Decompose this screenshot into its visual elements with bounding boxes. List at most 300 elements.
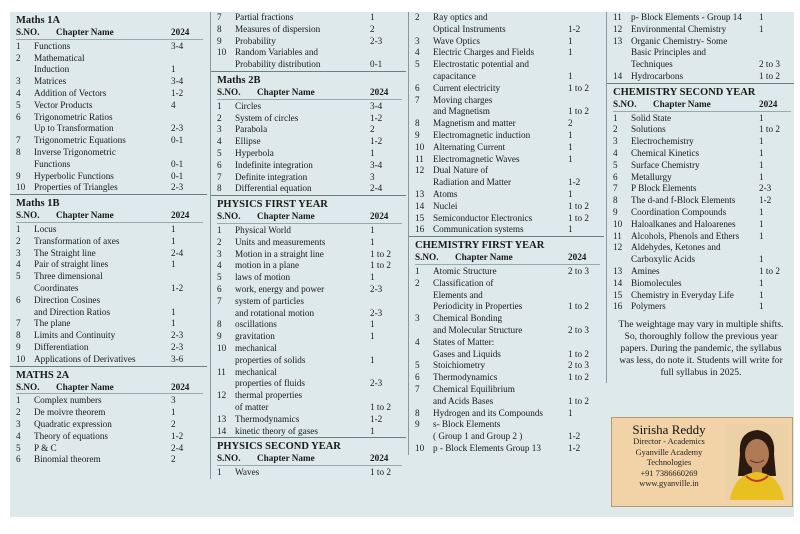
table-row: [415, 213, 600, 225]
table-row: [415, 419, 600, 443]
row-weightage: 1-2: [171, 430, 184, 441]
row-chapter-name: oscillations: [235, 319, 277, 330]
table-row: [415, 384, 600, 408]
row-chapter-name: Chemical Kinetics: [631, 147, 700, 158]
row-sno: 8: [415, 407, 420, 418]
table-row: [415, 165, 600, 189]
row-weightage: 2-3: [370, 307, 383, 318]
row-sno: 4: [16, 430, 21, 441]
row-weightage: 3-4: [370, 100, 383, 111]
contact-name: Sirisha Reddy: [632, 422, 706, 437]
row-chapter-name: Nuclei: [433, 200, 458, 211]
table-row: [613, 278, 791, 290]
row-weightage: 1: [568, 141, 573, 152]
row-chapter-name: Limits and Continuity: [34, 330, 116, 341]
row-weightage: 1 to 2: [370, 467, 391, 478]
row-weightage: 1: [568, 188, 573, 199]
contact-website: www.gyanville.in: [639, 479, 699, 488]
table-row: [415, 142, 600, 154]
row-weightage: 1-2: [370, 136, 383, 147]
row-sno: 8: [217, 23, 222, 34]
table-header: [415, 252, 600, 265]
row-sno: 4: [217, 136, 222, 147]
syllabus-section: [211, 71, 406, 195]
header-chapter-name: Chapter Name: [257, 211, 315, 222]
row-sno: 6: [217, 159, 222, 170]
row-weightage: 1: [370, 354, 375, 365]
contact-org-line-2: Technologies: [646, 458, 692, 467]
row-sno: 10: [16, 353, 26, 364]
row-chapter-name: Pair of straight lines: [34, 259, 109, 270]
table-row: [217, 272, 402, 284]
row-chapter-name: Thermodynamics: [235, 413, 300, 424]
row-weightage: 2-3: [171, 330, 184, 341]
row-chapter-name: Metallurgy: [631, 171, 672, 182]
contact-role: Director - Academics: [633, 437, 705, 446]
row-sno: 15: [613, 289, 623, 300]
row-weightage: 2-4: [370, 183, 383, 194]
row-weightage: 1-2: [568, 177, 581, 188]
row-weightage: 4: [171, 99, 176, 110]
row-weightage: 3-4: [171, 40, 184, 51]
table-row: [16, 443, 203, 455]
header-year: 2024: [171, 210, 190, 221]
contact-phone: +91 7386660269: [640, 468, 698, 478]
table-row: [613, 113, 791, 125]
row-sno: 14: [613, 277, 623, 288]
row-sno: 5: [16, 271, 21, 282]
row-chapter-name: gravitation: [235, 331, 275, 342]
table-row: [16, 454, 203, 466]
row-sno: 5: [415, 360, 420, 371]
row-sno: 12: [613, 242, 623, 253]
section-title: PHYSICS SECOND YEAR: [217, 441, 341, 453]
row-weightage: 0-1: [171, 170, 184, 181]
row-chapter-name: Classification of Elements and Periodicity in Properties: [433, 277, 523, 312]
row-chapter-name: Aldehydes, Ketones and Carboxylic Acids: [631, 242, 721, 265]
row-sno: 3: [217, 124, 222, 135]
header-year: 2024: [171, 27, 190, 37]
row-chapter-name: Solid State: [631, 112, 672, 123]
table-row: [217, 136, 402, 148]
table-row: [217, 467, 402, 479]
row-weightage: 1: [370, 147, 375, 158]
row-sno: 10: [613, 218, 623, 229]
row-weightage: 1: [370, 425, 375, 436]
row-chapter-name: System of circles: [235, 112, 299, 123]
row-weightage: 1: [759, 136, 764, 147]
table-row: [415, 201, 600, 213]
row-sno: 3: [16, 76, 21, 87]
column-4-tables: [607, 12, 794, 313]
row-sno: 7: [217, 171, 222, 182]
row-sno: 5: [415, 59, 420, 70]
row-sno: 5: [613, 159, 618, 170]
header-chapter-name: Chapter Name: [257, 453, 315, 464]
table-row: [217, 12, 402, 24]
table-row: [217, 426, 402, 438]
row-sno: 13: [613, 265, 623, 276]
header-chapter-name: Chapter Name: [455, 252, 513, 263]
syllabus-section: [211, 12, 406, 71]
row-weightage: 1: [759, 218, 764, 229]
row-sno: 2: [217, 112, 222, 123]
table-row: [613, 231, 791, 243]
section-title: Maths 1A: [16, 15, 61, 26]
table-row: [217, 249, 402, 261]
row-chapter-name: laws of motion: [235, 272, 291, 283]
row-sno: 7: [415, 94, 420, 105]
row-weightage: 2-3: [370, 283, 383, 294]
row-chapter-name: Electrochemistry: [631, 136, 694, 147]
row-chapter-name: Alcohols, Phenols and Ethers: [631, 230, 740, 241]
table-row: [415, 154, 600, 166]
syllabus-section: [607, 83, 794, 313]
table-row: [217, 160, 402, 172]
table-header: [16, 382, 203, 395]
row-weightage: 1-2: [568, 431, 581, 442]
table-header: [217, 453, 402, 466]
row-chapter-name: Amines: [631, 265, 660, 276]
row-sno: 7: [217, 295, 222, 306]
row-chapter-name: Chemical Bonding and Molecular Structure: [433, 313, 523, 335]
row-sno: 5: [16, 99, 21, 110]
table-row: [217, 414, 402, 426]
row-weightage: 2-3: [171, 182, 184, 193]
table-row: [217, 47, 402, 71]
table-row: [16, 342, 203, 354]
row-sno: 7: [613, 183, 618, 194]
row-chapter-name: motion in a plane: [235, 260, 300, 271]
row-weightage: 2-3: [171, 123, 184, 134]
row-weightage: 0-1: [370, 59, 383, 70]
row-weightage: 1-2: [370, 112, 383, 123]
row-sno: 9: [415, 129, 420, 140]
row-chapter-name: Electric Charges and Fields: [433, 47, 535, 58]
row-chapter-name: Magnetism and matter: [433, 118, 516, 129]
table-row: [415, 224, 600, 236]
table-row: [217, 183, 402, 195]
row-weightage: 1: [568, 407, 573, 418]
header-year: 2024: [759, 98, 778, 109]
row-chapter-name: Parabola: [235, 124, 268, 135]
row-sno: 6: [613, 171, 618, 182]
table-row: [217, 225, 402, 237]
syllabus-section: [10, 14, 207, 194]
row-sno: 4: [16, 87, 21, 98]
row-chapter-name: Hydrogen and its Compounds: [433, 407, 543, 418]
row-chapter-name: Mathematical Induction: [34, 52, 85, 75]
table-row: [613, 242, 791, 266]
table-row: [16, 318, 203, 330]
row-weightage: 1-2: [759, 195, 772, 206]
table-row: [16, 147, 203, 171]
column-1: [10, 12, 207, 466]
row-chapter-name: Alternating Current: [433, 141, 506, 152]
table-row: [217, 367, 402, 391]
row-weightage: 2-3: [370, 378, 383, 389]
table-header: [16, 210, 203, 223]
table-row: [16, 76, 203, 88]
row-sno: 10: [415, 141, 425, 152]
row-sno: 1: [415, 265, 420, 276]
table-row: [217, 124, 402, 136]
table-row: [217, 343, 402, 367]
row-weightage: 1 to 2: [568, 372, 589, 383]
table-row: [217, 148, 402, 160]
row-sno: 8: [16, 146, 21, 157]
row-chapter-name: Communication systems: [433, 224, 524, 235]
row-sno: 7: [16, 318, 21, 329]
table-row: [217, 113, 402, 125]
contact-text: [614, 422, 724, 490]
row-weightage: 1: [568, 224, 573, 235]
row-sno: 1: [217, 100, 222, 111]
row-chapter-name: Probability: [235, 35, 276, 46]
row-chapter-name: Chemical Equilibrium and Acids Bases: [433, 383, 515, 406]
row-sno: 10: [415, 442, 425, 453]
syllabus-section: [10, 194, 207, 365]
row-weightage: 1: [568, 35, 573, 46]
header-sno: S.NO.: [217, 211, 241, 222]
row-chapter-name: Trigonometric Ratios Up to Transformation: [34, 111, 114, 134]
row-chapter-name: Indefinite integration: [235, 159, 313, 170]
table-row: [217, 260, 402, 272]
table-row: [613, 71, 791, 83]
header-chapter-name: Chapter Name: [257, 86, 315, 97]
row-chapter-name: Semiconductor Electronics: [433, 212, 533, 223]
row-weightage: 1: [568, 129, 573, 140]
row-chapter-name: Haloalkanes and Haloarenes: [631, 218, 736, 229]
section-title: Maths 1B: [16, 198, 60, 210]
row-sno: 2: [16, 235, 21, 246]
row-weightage: 1: [568, 153, 573, 164]
row-sno: 11: [217, 366, 226, 377]
row-sno: 1: [16, 223, 21, 234]
syllabus-section: [409, 236, 604, 455]
row-chapter-name: Organic Chemistry- Some Basic Principles and Techniques: [631, 35, 728, 70]
contact-card: [611, 417, 793, 507]
syllabus-weightage-sheet: [10, 12, 794, 517]
row-chapter-name: Units and measurements: [235, 236, 326, 247]
row-sno: 14: [217, 425, 227, 436]
row-chapter-name: mechanical properties of solids: [235, 342, 306, 365]
row-weightage: 1: [171, 223, 176, 234]
row-chapter-name: P & C: [34, 442, 57, 453]
table-row: [613, 207, 791, 219]
row-sno: 2: [217, 236, 222, 247]
table-row: [415, 408, 600, 420]
table-row: [613, 148, 791, 160]
row-sno: 1: [16, 40, 21, 51]
row-sno: 7: [217, 12, 222, 22]
syllabus-section: [211, 195, 406, 437]
row-chapter-name: p- Block Elements - Group 14: [631, 12, 742, 22]
table-row: [613, 219, 791, 231]
row-sno: 8: [613, 195, 618, 206]
row-weightage: 1 to 2: [759, 70, 780, 81]
row-chapter-name: Measures of dispersion: [235, 23, 321, 34]
row-chapter-name: Biomolecules: [631, 277, 682, 288]
row-sno: 14: [613, 70, 623, 81]
row-weightage: 2-3: [759, 183, 772, 194]
row-weightage: 3: [370, 171, 375, 182]
section-title: PHYSICS FIRST YEAR: [217, 199, 328, 211]
row-weightage: 1: [759, 301, 764, 312]
row-chapter-name: Differentiation: [34, 341, 89, 352]
row-chapter-name: The Straight line: [34, 247, 96, 258]
table-row: [415, 130, 600, 142]
row-chapter-name: Matrices: [34, 76, 67, 87]
row-chapter-name: Binomial theorem: [34, 454, 101, 465]
table-row: [415, 118, 600, 130]
row-chapter-name: Applications of Derivatives: [34, 353, 136, 364]
row-weightage: 2: [370, 23, 375, 34]
row-sno: 6: [415, 82, 420, 93]
row-weightage: 3-4: [171, 76, 184, 87]
row-weightage: 1 to 2: [370, 401, 391, 412]
row-weightage: 0-1: [171, 158, 184, 169]
row-chapter-name: Direction Cosines and Direction Ratios: [34, 294, 111, 317]
table-row: [16, 354, 203, 366]
row-chapter-name: Atoms: [433, 188, 458, 199]
table-row: [217, 296, 402, 320]
row-sno: 4: [613, 147, 618, 158]
row-sno: 2: [16, 407, 21, 418]
row-chapter-name: Ray optics and Optical Instruments: [433, 12, 506, 34]
row-sno: 11: [613, 12, 622, 22]
row-sno: 2: [415, 12, 420, 22]
row-chapter-name: Differential equation: [235, 183, 312, 194]
row-chapter-name: thermal properties of matter: [235, 390, 303, 412]
header-year: 2024: [370, 453, 389, 464]
table-row: [415, 95, 600, 119]
row-sno: 9: [217, 35, 222, 46]
row-weightage: 1: [759, 206, 764, 217]
row-sno: 6: [16, 454, 21, 465]
row-chapter-name: Transformation of axes: [34, 235, 120, 246]
row-weightage: 2: [171, 418, 176, 429]
table-row: [16, 41, 203, 53]
table-row: [217, 237, 402, 249]
row-weightage: 3: [171, 395, 176, 406]
row-weightage: 1: [370, 319, 375, 330]
table-row: [613, 290, 791, 302]
table-row: [613, 12, 791, 24]
row-chapter-name: mechanical properties of fluids: [235, 366, 305, 389]
row-weightage: 0-1: [171, 135, 184, 146]
row-sno: 5: [217, 272, 222, 283]
row-weightage: 1-2: [568, 442, 581, 453]
header-sno: S.NO.: [217, 86, 241, 97]
table-row: [217, 172, 402, 184]
row-weightage: 1: [171, 407, 176, 418]
row-weightage: 1: [759, 12, 764, 22]
header-year: 2024: [568, 252, 587, 263]
row-sno: 8: [415, 118, 420, 129]
row-sno: 8: [217, 183, 222, 194]
syllabus-section: [409, 12, 604, 236]
row-chapter-name: Motion in a straight line: [235, 248, 324, 259]
row-sno: 6: [217, 283, 222, 294]
row-chapter-name: Moving charges and Magnetism: [433, 94, 493, 117]
row-sno: 6: [16, 111, 21, 122]
row-sno: 13: [415, 188, 425, 199]
row-sno: 13: [217, 413, 227, 424]
row-sno: 9: [415, 419, 420, 430]
header-chapter-name: Chapter Name: [56, 27, 114, 37]
row-chapter-name: Environmental Chemistry: [631, 23, 727, 34]
table-row: [415, 12, 600, 36]
row-weightage: 2 to 3: [759, 59, 780, 70]
table-row: [415, 443, 600, 455]
row-chapter-name: Addition of Vectors: [34, 87, 107, 98]
row-chapter-name: Chemistry in Everyday Life: [631, 289, 734, 300]
row-weightage: 1: [568, 70, 573, 81]
table-row: [16, 182, 203, 194]
table-row: [415, 337, 600, 361]
contact-org-line-1: Gyanville Academy: [635, 447, 703, 457]
row-sno: 11: [613, 230, 622, 241]
row-weightage: 1: [759, 147, 764, 158]
column-3: [408, 12, 604, 455]
row-weightage: 2: [370, 124, 375, 135]
row-sno: 9: [16, 341, 21, 352]
row-sno: 4: [217, 260, 222, 271]
row-weightage: 1-2: [171, 282, 184, 293]
header-sno: S.NO.: [16, 381, 40, 392]
table-row: [415, 360, 600, 372]
row-chapter-name: work, energy and power: [235, 283, 325, 294]
row-weightage: 1: [759, 230, 764, 241]
table-row: [16, 431, 203, 443]
row-sno: 4: [16, 259, 21, 270]
row-sno: 14: [415, 200, 425, 211]
row-weightage: 1-2: [370, 413, 383, 424]
row-chapter-name: Hyperbolic Functions: [34, 170, 114, 181]
table-row: [613, 183, 791, 195]
row-sno: 2: [613, 124, 618, 135]
row-weightage: 1: [759, 112, 764, 123]
table-row: [16, 330, 203, 342]
table-row: [415, 278, 600, 313]
section-title: MATHS 2A: [16, 369, 70, 381]
header-sno: S.NO.: [613, 98, 637, 109]
table-row: [217, 36, 402, 48]
table-row: [613, 172, 791, 184]
row-weightage: 1 to 2: [568, 395, 589, 406]
syllabus-section: [607, 12, 794, 83]
column-4: [606, 12, 794, 488]
row-sno: 3: [217, 248, 222, 259]
row-sno: 3: [613, 136, 618, 147]
row-weightage: 1: [370, 224, 375, 235]
row-sno: 3: [16, 247, 21, 258]
row-chapter-name: P Block Elements: [631, 183, 697, 194]
row-weightage: 2: [568, 118, 573, 129]
header-chapter-name: Chapter Name: [56, 381, 114, 392]
table-row: [16, 407, 203, 419]
row-weightage: 2 to 3: [568, 324, 589, 335]
table-row: [613, 36, 791, 71]
row-weightage: 1-2: [568, 23, 581, 34]
row-chapter-name: The plane: [34, 318, 71, 329]
row-sno: 6: [415, 372, 420, 383]
table-row: [16, 224, 203, 236]
row-sno: 11: [415, 153, 424, 164]
row-weightage: 1: [370, 331, 375, 342]
row-chapter-name: Trigonometric Equations: [34, 135, 126, 146]
